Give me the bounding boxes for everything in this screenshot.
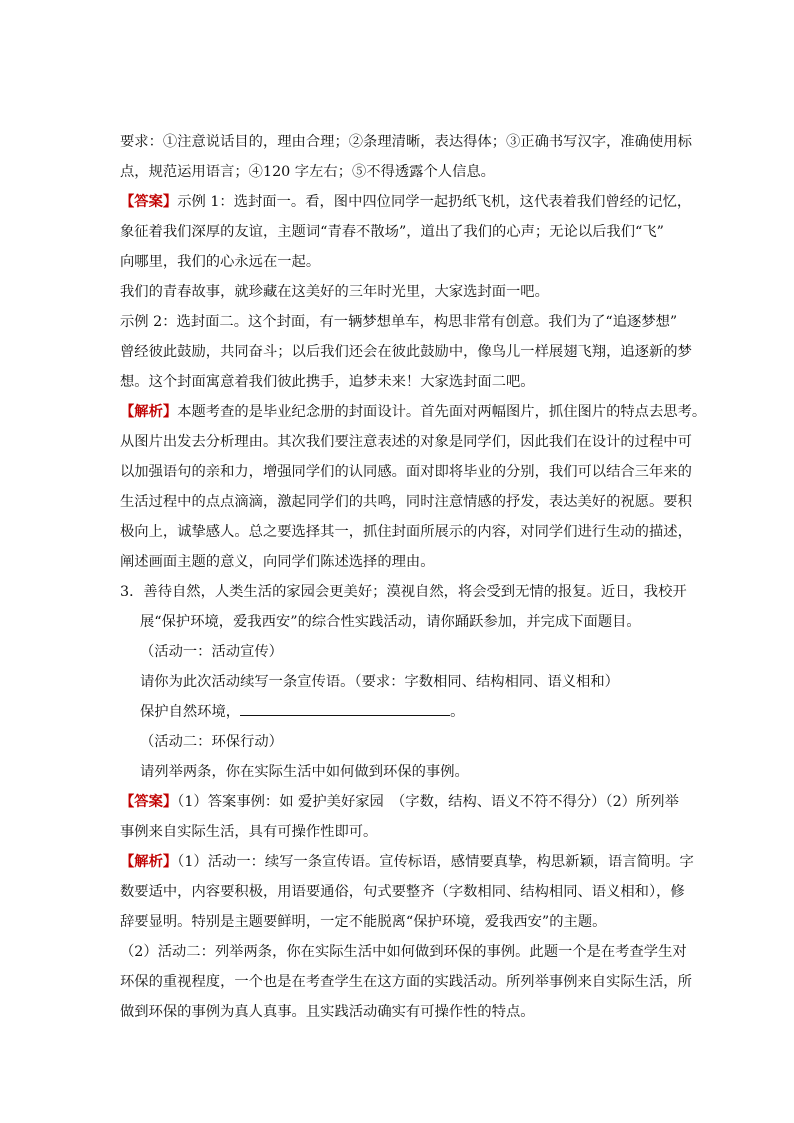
activity-1-requirement: 请你为此次活动续写一条宣传语。（要求：字数相同、结构相同、语义相和）: [140, 674, 619, 690]
requirements-line: 点，规范运用语言；④120 字左右；⑤不得透露个人信息。: [120, 164, 495, 180]
analysis-line: 做到环保的事例为真人真事。且实践活动确实有可操作性的特点。: [120, 1004, 535, 1020]
answer-text: （1）答案事例：如 爱护美好家园 （字数，结构、语义不符不得分）（2）所列举: [177, 794, 679, 810]
analysis-section-1: [120, 397, 707, 577]
analysis-line: 以加强语句的亲和力，增强同学们的认同感。面对即将毕业的分别，我们可以结合三年来的: [120, 464, 692, 480]
answer-section-2: [120, 787, 680, 847]
question-line: 3．善待自然，人类生活的家园会更美好；漠视自然，将会受到无情的报复。近日，我校开: [120, 584, 687, 600]
requirements-section: [120, 127, 692, 187]
analysis-line: 辞要显明。特别是主题要鲜明，一定不能脱离“保护环境，爱我西安”的主题。: [120, 914, 607, 930]
analysis-line: 数要适中，内容要积极，用语要通俗，句式要整齐（字数相同、结构相同、语义相和），修: [120, 884, 685, 900]
analysis-line: 极向上，诚挚感人。总之要选择其一，抓住封面所展示的内容，对同学们进行生动的描述，: [120, 524, 692, 540]
answer-line: 曾经彼此鼓励，共同奋斗；以后我们还会在彼此鼓励中，像鸟儿一样展翅飞翔，追逐新的梦: [120, 344, 692, 360]
slogan-line: [120, 697, 680, 727]
analysis-line: 环保的重视程度，一个也是在考查学生在这方面的实践活动。所列举事例来自实际生活，所: [120, 974, 692, 990]
analysis-tag: 【解析】: [120, 404, 178, 420]
requirements-line: 要求：①注意说话目的，理由合理；②条理清晰，表达得体；③正确书写汉字，准确使用标: [120, 134, 692, 150]
analysis-line: （2）活动二：列举两条，你在实际生活中如何做到环保的事例。此题一个是在考查学生对: [120, 944, 687, 960]
analysis-line: [120, 847, 694, 877]
answer-line: [120, 787, 680, 817]
answer-section-1: [120, 187, 692, 397]
answer-line: 象征着我们深厚的友谊，主题词“青春不散场”，道出了我们的心声；无论以后我们“飞”: [120, 224, 664, 240]
question-3: [120, 577, 687, 787]
answer-line: 想。这个封面寓意着我们彼此携手，追梦未来！大家选封面二吧。: [120, 374, 535, 390]
analysis-text: （1）活动一：续写一条宣传语。宣传标语，感情要真挚，构思新颖，语言简明。字: [177, 854, 694, 870]
answer-line: 向哪里，我们的心永远在一起。: [120, 254, 321, 270]
question-line: 展“保护环境，爱我西安”的综合性实践活动，请你踊跃参加，并完成下面题目。: [140, 614, 641, 630]
analysis-text: 本题考查的是毕业纪念册的封面设计。首先面对两幅图片，抓住图片的特点去思考。: [177, 404, 707, 420]
answer-tag: 【答案】: [120, 794, 178, 810]
slogan-blank: [240, 697, 450, 716]
analysis-line: [120, 397, 707, 427]
answer-line: 我们的青春故事，就珍藏在这美好的三年时光里，大家选封面一吧。: [120, 284, 549, 300]
answer-line: 事例来自实际生活，具有可操作性即可。: [120, 824, 378, 840]
activity-2-heading: （活动二：环保行动）: [140, 734, 283, 750]
slogan-prefix: 保护自然环境，: [140, 704, 241, 720]
answer-text: 示例 1：选封面一。看，图中四位同学一起扔纸飞机，这代表着我们曾经的记忆，: [177, 194, 692, 210]
analysis-section-2: [120, 847, 694, 1027]
answer-line: 示例 2：选封面二。这个封面，有一辆梦想单车，构思非常有创意。我们为了“追逐梦想”: [120, 314, 678, 330]
answer-tag: 【答案】: [120, 194, 178, 210]
analysis-line: 从图片出发去分析理由。其次我们要注意表述的对象是同学们，因此我们在设计的过程中可: [120, 434, 692, 450]
activity-2-requirement: 请列举两条，你在实际生活中如何做到环保的事例。: [140, 764, 469, 780]
analysis-tag: 【解析】: [120, 854, 178, 870]
answer-line: [120, 187, 692, 217]
analysis-line: 阐述画面主题的意义，向同学们陈述选择的理由。: [120, 554, 435, 570]
activity-1-heading: （活动一：活动宣传）: [140, 644, 283, 660]
analysis-line: 生活过程中的点点滴滴，激起同学们的共鸣，同时注意情感的抒发，表达美好的祝愿。要积: [120, 494, 692, 510]
slogan-suffix: 。: [450, 704, 465, 720]
